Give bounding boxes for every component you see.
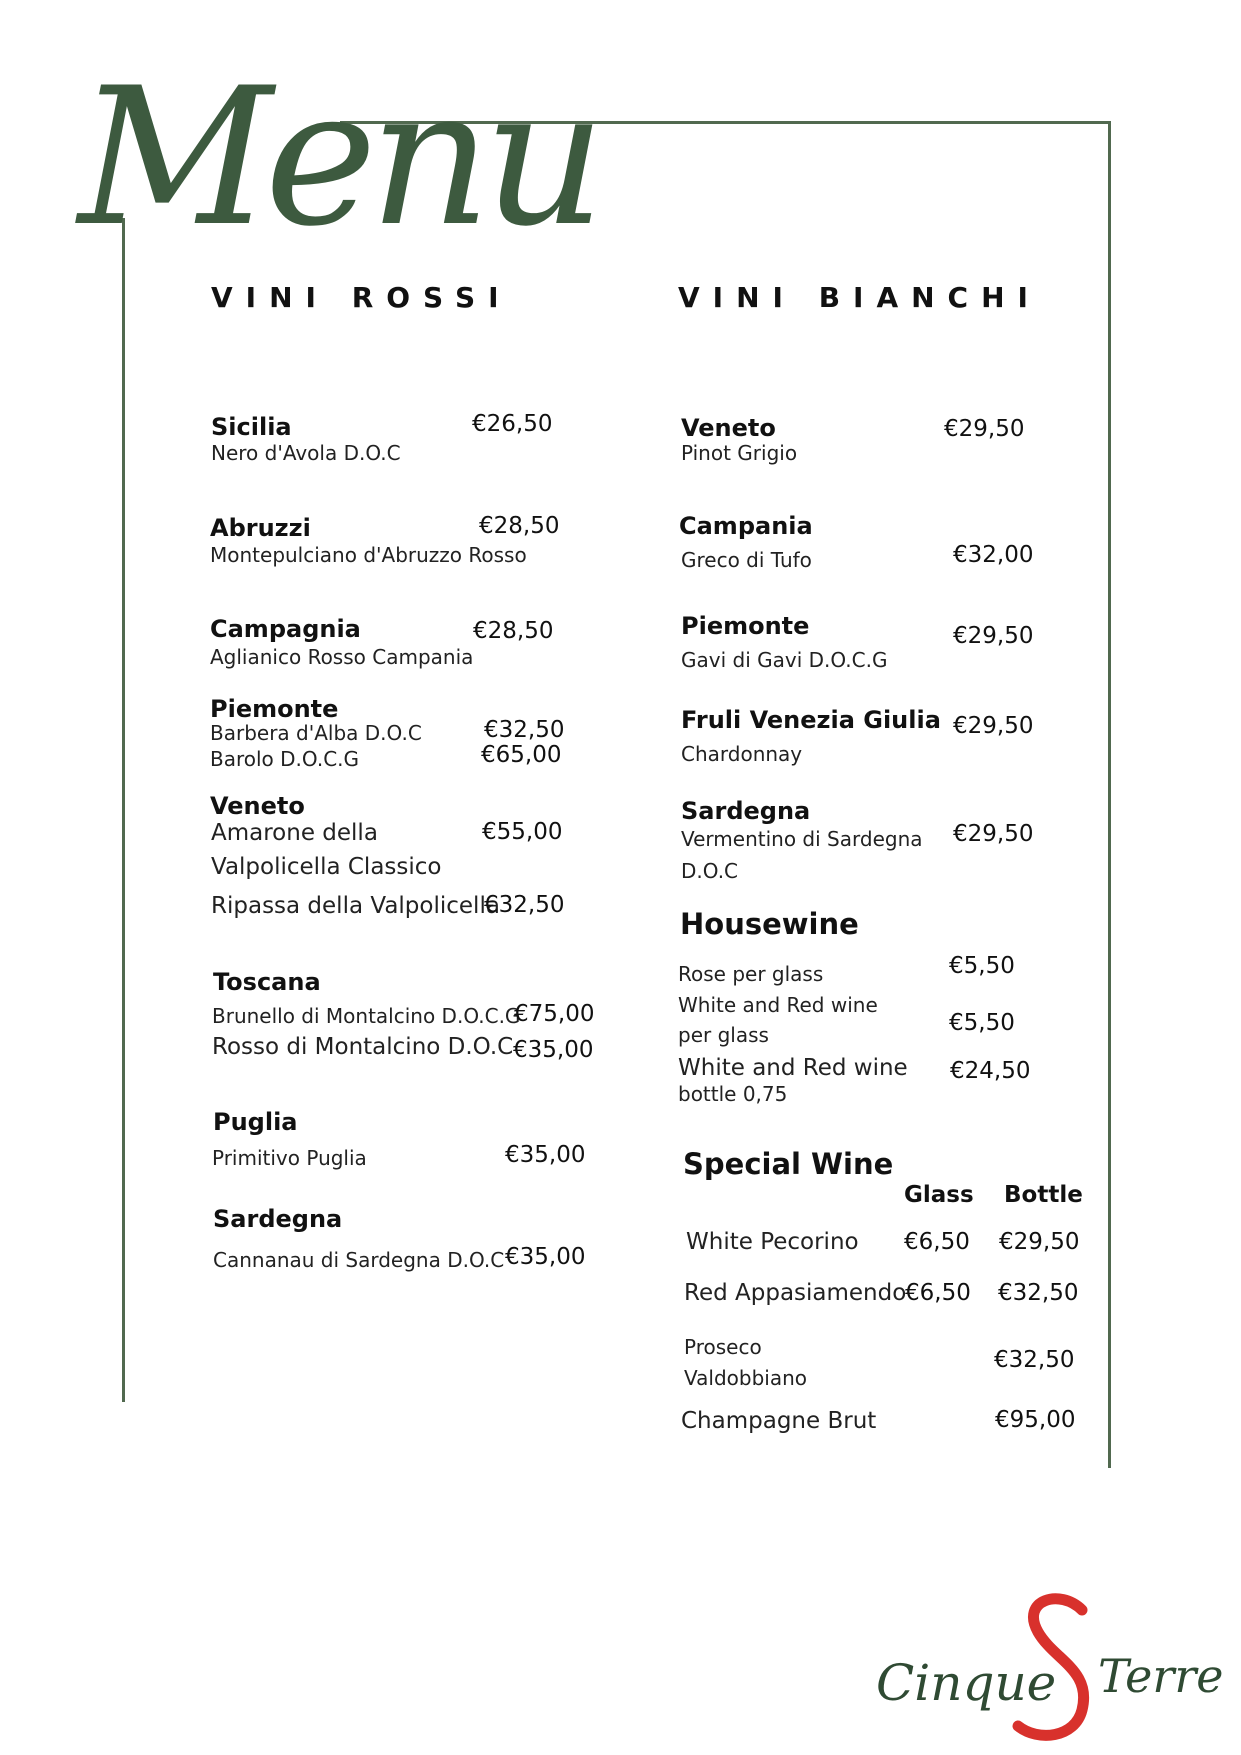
bianchi-campania-wine: Greco di Tufo	[681, 548, 812, 572]
housewine-bottle-label-2: bottle 0,75	[678, 1082, 788, 1106]
rossi-abruzzi-region: Abruzzi	[210, 514, 311, 542]
rossi-piemonte-wine-2: Barolo D.O.C.G	[210, 747, 360, 771]
brand-word-right: Terre	[1098, 1649, 1224, 1703]
rossi-sardegna-wine: Cannanau di Sardegna D.O.C	[213, 1248, 505, 1272]
special-champagne-label: Champagne Brut	[681, 1408, 877, 1434]
bianchi-piemonte-region: Piemonte	[681, 612, 810, 640]
bianchi-heading: VINI BIANCHI	[678, 281, 1041, 314]
rossi-veneto-wine-1b: Valpolicella Classico	[211, 854, 442, 880]
housewine-bottle-label-1: White and Red wine	[678, 1055, 908, 1081]
rossi-abruzzi-wine: Montepulciano d'Abruzzo Rosso	[210, 543, 527, 567]
bianchi-campania-price: €32,00	[953, 542, 1034, 568]
special-pecorino-label: White Pecorino	[686, 1229, 859, 1255]
special-champagne-bottle: €95,00	[995, 1407, 1076, 1433]
rossi-veneto-wine-1a: Amarone della	[211, 820, 378, 846]
special-proseco-label-1: Proseco	[684, 1335, 762, 1359]
brand-word-left: Cinque	[876, 1654, 1057, 1712]
special-proseco-label-2: Valdobbiano	[684, 1366, 807, 1390]
menu-title-text: Menu	[78, 47, 598, 268]
menu-title	[70, 28, 598, 277]
rossi-puglia-price: €35,00	[505, 1142, 586, 1168]
rossi-piemonte-price-1: €32,50	[484, 717, 565, 743]
rossi-sardegna-price: €35,00	[505, 1244, 586, 1270]
bianchi-friuli-price: €29,50	[953, 713, 1034, 739]
bianchi-sardegna-region: Sardegna	[681, 797, 811, 825]
rossi-abruzzi-price: €28,50	[479, 513, 560, 539]
rossi-toscana-price-2: €35,00	[513, 1037, 594, 1063]
rossi-toscana-wine-1: Brunello di Montalcino D.O.C.G	[212, 1004, 521, 1028]
bianchi-piemonte-wine: Gavi di Gavi D.O.C.G	[681, 648, 888, 672]
housewine-rose-label: Rose per glass	[678, 962, 824, 986]
rossi-puglia-wine: Primitivo Puglia	[212, 1146, 367, 1170]
bianchi-piemonte-price: €29,50	[953, 623, 1034, 649]
rossi-campagnia-region: Campagnia	[210, 615, 361, 643]
rossi-toscana-price-1: €75,00	[514, 1001, 595, 1027]
bianchi-friuli-region: Fruli Venezia Giulia	[681, 706, 941, 734]
rossi-sicilia-region: Sicilia	[211, 413, 292, 441]
brand-logo-graphic	[870, 1570, 1235, 1750]
special-pecorino-glass: €6,50	[904, 1229, 970, 1255]
bianchi-campania-region: Campania	[679, 512, 813, 540]
bianchi-veneto-price: €29,50	[944, 416, 1025, 442]
bianchi-veneto-wine: Pinot Grigio	[681, 441, 798, 465]
special-appasiamendo-glass: €6,50	[905, 1280, 971, 1306]
frame-right-line	[1108, 121, 1111, 1468]
bianchi-sardegna-wine-2: D.O.C	[681, 859, 739, 883]
special-heading: Special Wine	[683, 1147, 894, 1181]
special-col-glass: Glass	[904, 1182, 974, 1208]
rossi-piemonte-wine-1: Barbera d'Alba D.O.C	[210, 721, 422, 745]
housewine-glass-price: €5,50	[949, 1010, 1015, 1036]
rossi-veneto-region: Veneto	[210, 792, 305, 820]
special-col-bottle: Bottle	[1004, 1182, 1083, 1208]
bianchi-friuli-wine: Chardonnay	[681, 742, 803, 766]
menu-title-script	[70, 28, 598, 273]
bianchi-veneto-region: Veneto	[681, 414, 776, 442]
rossi-sicilia-wine: Nero d'Avola D.O.C	[211, 441, 401, 465]
rossi-sicilia-price: €26,50	[472, 411, 553, 437]
housewine-heading: Housewine	[680, 907, 859, 941]
rossi-sardegna-region: Sardegna	[213, 1205, 343, 1233]
rossi-campagnia-price: €28,50	[473, 618, 554, 644]
special-proseco-bottle: €32,50	[994, 1347, 1075, 1373]
rossi-campagnia-wine: Aglianico Rosso Campania	[210, 645, 474, 669]
rossi-heading: VINI ROSSI	[211, 281, 512, 314]
rossi-piemonte-price-2: €65,00	[481, 742, 562, 768]
frame-left-line	[122, 218, 125, 1402]
rossi-puglia-region: Puglia	[213, 1108, 298, 1136]
special-appasiamendo-bottle: €32,50	[998, 1280, 1079, 1306]
housewine-bottle-price: €24,50	[950, 1058, 1031, 1084]
rossi-veneto-price-1: €55,00	[482, 819, 563, 845]
brand-logo	[870, 1570, 1235, 1750]
bianchi-sardegna-price: €29,50	[953, 821, 1034, 847]
bianchi-sardegna-wine-1: Vermentino di Sardegna	[681, 827, 923, 851]
rossi-piemonte-region: Piemonte	[210, 695, 339, 723]
housewine-glass-label-1: White and Red wine	[678, 993, 878, 1017]
housewine-glass-label-2: per glass	[678, 1023, 769, 1047]
special-appasiamendo-label: Red Appasiamendo	[684, 1280, 907, 1306]
rossi-veneto-wine-2: Ripassa della Valpolicella	[211, 893, 500, 919]
rossi-toscana-region: Toscana	[213, 968, 321, 996]
special-pecorino-bottle: €29,50	[999, 1229, 1080, 1255]
rossi-toscana-wine-2: Rosso di Montalcino D.O.C	[212, 1034, 514, 1060]
housewine-rose-price: €5,50	[949, 953, 1015, 979]
rossi-veneto-price-2: €32,50	[484, 892, 565, 918]
